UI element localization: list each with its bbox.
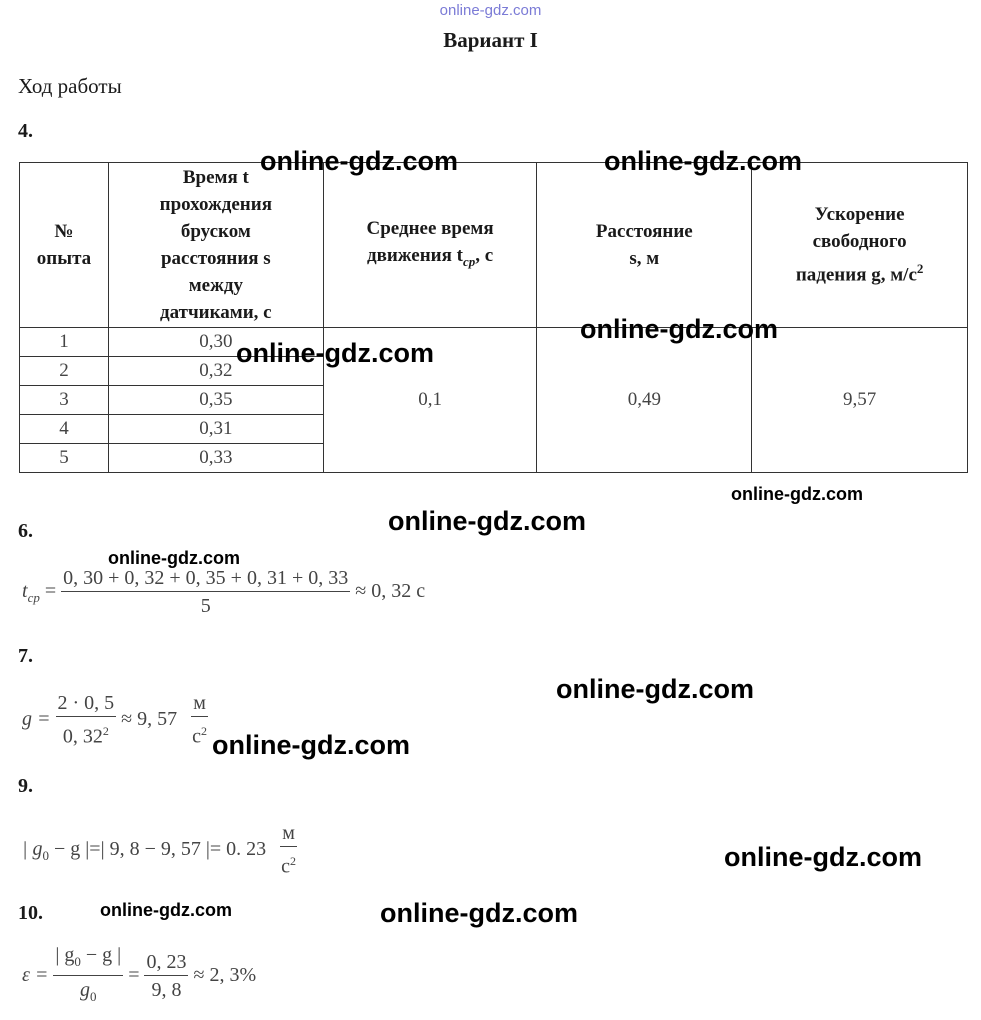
distance-cell: 0,49: [537, 328, 752, 473]
experiment-time: 0,30: [108, 328, 323, 357]
experiment-time: 0,35: [108, 386, 323, 415]
experiment-number: 2: [20, 357, 109, 386]
experiment-time: 0,31: [108, 415, 323, 444]
header-experiment-number: № опыта: [20, 163, 109, 328]
experiment-number: 1: [20, 328, 109, 357]
step-9-label: 9.: [18, 775, 33, 797]
table-row: [20, 328, 968, 357]
formula-absolute-error: | $g_0 - g$ |=| 9, 8 − 9, 57 |= 0. 23 $\frac{м}{с^2}$: [22, 822, 297, 878]
watermark: online-gdz.com: [380, 898, 578, 928]
average-time-cell: 0,1: [323, 328, 537, 473]
experiment-number: 4: [20, 415, 109, 444]
top-watermark: online-gdz.com: [439, 2, 542, 19]
formula-relative-error: ε = $\frac{| g_0 - g |}{g_0}$ = $\frac{0, 23}{9, 8}$ ≈ 2, 3%: [22, 944, 257, 1004]
page-title: Вариант I: [443, 28, 538, 52]
header-acceleration: Ускорение свободного падения g, $м/с^2$: [752, 163, 968, 328]
header-distance: Расстояние s, м: [537, 163, 752, 328]
step-6-label: 6.: [18, 520, 33, 542]
experiment-number: 5: [20, 444, 109, 473]
step-10-label: 10.: [18, 902, 43, 924]
table-header-row: [20, 163, 968, 328]
experiment-number: 3: [20, 386, 109, 415]
watermark: online-gdz.com: [260, 146, 458, 176]
formula-average-time: $t_{cp}$ = $\frac{0, 30 + 0, 32 + 0, 35 + 0, 31 + 0, 33}{5}$ ≈ 0, 32 с: [22, 567, 426, 617]
experiment-time: 0,32: [108, 357, 323, 386]
section-heading: Ход работы: [18, 74, 122, 98]
watermark: online-gdz.com: [108, 548, 240, 568]
watermark: online-gdz.com: [236, 338, 434, 368]
step-7-label: 7.: [18, 645, 33, 667]
header-time-line1: Время t: [182, 167, 249, 188]
watermark: online-gdz.com: [724, 842, 922, 872]
header-time: Время t прохождения бруском расстояния s между датчиками, с: [108, 163, 323, 328]
formula-acceleration: g = $\frac{2 \cdot 0, 5}{0, 32^2}$ ≈ 9, 57 $\frac{м}{с^2}$: [22, 692, 208, 748]
watermark: online-gdz.com: [100, 900, 232, 920]
watermark: online-gdz.com: [731, 484, 863, 504]
watermark: online-gdz.com: [556, 674, 754, 704]
results-table: [19, 162, 968, 473]
watermark: online-gdz.com: [388, 506, 586, 536]
experiment-time: 0,33: [108, 444, 323, 473]
header-average-time: Среднее время движения $t_{ср}$, с: [323, 163, 537, 328]
watermark: online-gdz.com: [580, 314, 778, 344]
watermark: online-gdz.com: [212, 730, 410, 760]
watermark: online-gdz.com: [604, 146, 802, 176]
step-4-label: 4.: [18, 120, 33, 142]
acceleration-cell: 9,57: [752, 328, 968, 473]
